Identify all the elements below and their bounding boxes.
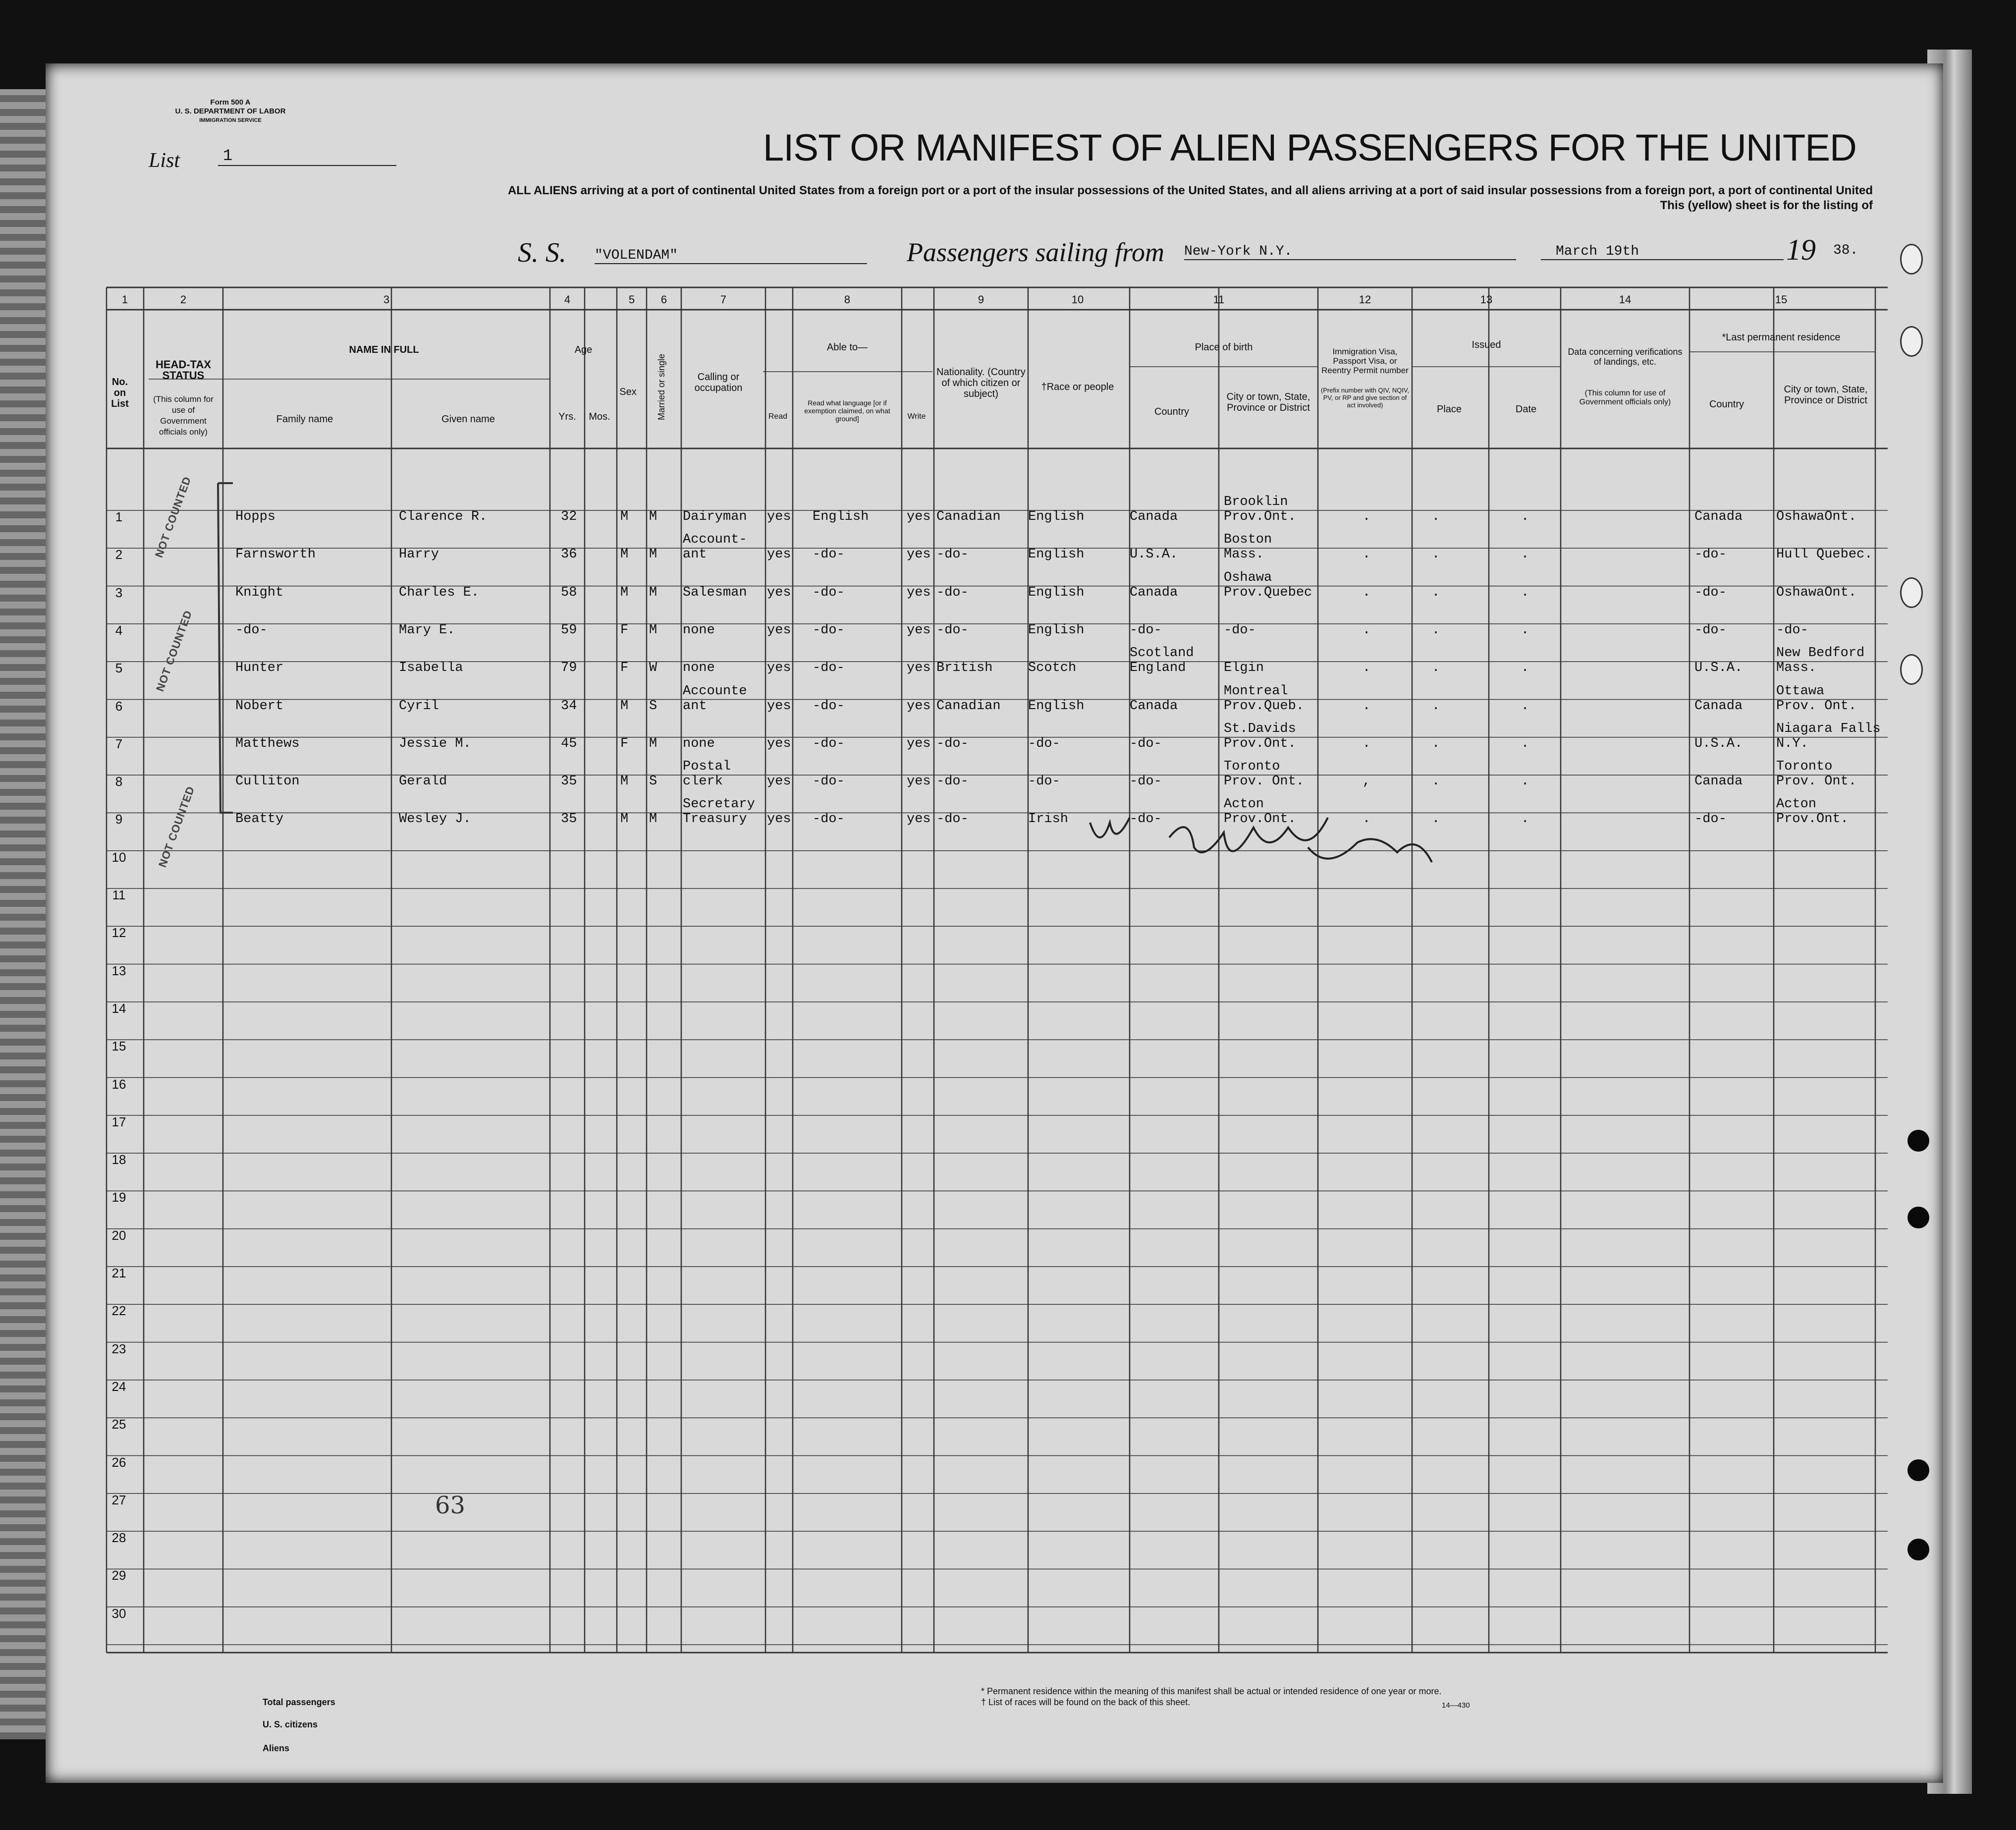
residence-country: -do- bbox=[1694, 622, 1727, 638]
birth-city: Brooklin Prov.Ont. bbox=[1224, 495, 1296, 524]
race: -do- bbox=[1028, 736, 1060, 751]
binder-ring bbox=[1900, 326, 1923, 357]
row-number: 7 bbox=[115, 736, 123, 751]
binder-ring bbox=[1900, 577, 1923, 608]
punch-hole bbox=[1907, 1130, 1929, 1152]
nationality: Canadian bbox=[936, 509, 1001, 524]
header-nationality: Nationality. (Country of which citizen or subject) bbox=[936, 367, 1026, 399]
family-name: Hunter bbox=[235, 661, 284, 676]
marital-status: M bbox=[649, 622, 657, 638]
row-number: 6 bbox=[115, 698, 123, 714]
sex: M bbox=[620, 812, 629, 827]
occupation: Postal clerk bbox=[683, 759, 731, 789]
age: 32 bbox=[561, 509, 577, 524]
ship-name: "VOLENDAM" bbox=[595, 248, 867, 264]
nationality: -do- bbox=[936, 812, 969, 827]
age: 35 bbox=[561, 812, 577, 827]
form-service: IMMIGRATION SERVICE bbox=[199, 117, 262, 123]
column-number: 13 bbox=[1480, 293, 1493, 306]
column-number: 7 bbox=[720, 293, 727, 306]
row-number: 9 bbox=[115, 812, 123, 827]
race: English bbox=[1028, 509, 1085, 524]
header-verifications: Data concerning verifications of landings, etc. bbox=[1568, 347, 1683, 367]
residence-city: Ottawa Prov. Ont. bbox=[1776, 683, 1857, 714]
marital-status: M bbox=[649, 585, 657, 600]
header-issued: Issued bbox=[1471, 339, 1501, 350]
read-language: -do- bbox=[813, 622, 845, 638]
row-number: 22 bbox=[111, 1303, 126, 1319]
write: yes bbox=[907, 622, 931, 638]
footnote-races: † List of races will be found on the back of this sheet. bbox=[981, 1697, 1191, 1707]
family-name: Matthews bbox=[235, 736, 300, 751]
row-number: 24 bbox=[111, 1379, 126, 1394]
issued-date: . bbox=[1521, 812, 1529, 827]
binder-ring bbox=[1900, 244, 1923, 275]
punch-hole bbox=[1907, 1207, 1929, 1228]
given-name: Jessie M. bbox=[399, 736, 471, 751]
occupation: Secretary Treasury bbox=[683, 797, 755, 827]
read: yes bbox=[767, 698, 791, 714]
write: yes bbox=[907, 509, 931, 524]
sex: F bbox=[620, 736, 629, 751]
marital-status: M bbox=[649, 547, 657, 562]
sex: M bbox=[620, 547, 629, 562]
issued-date: . bbox=[1521, 736, 1529, 751]
write: yes bbox=[907, 585, 931, 600]
departure-port: New-York N.Y. bbox=[1184, 244, 1516, 260]
header-issued-date: Date bbox=[1515, 404, 1537, 415]
manifest-title: LIST OR MANIFEST OF ALIEN PASSENGERS FOR THE UNITED bbox=[763, 127, 1856, 169]
header-read-language: Read what language [or if exemption claimed, on what ground] bbox=[804, 399, 890, 423]
birth-country: -do- bbox=[1130, 774, 1162, 789]
row-number: 14 bbox=[111, 1000, 126, 1016]
form-department: U. S. DEPARTMENT OF LABOR bbox=[175, 107, 286, 115]
race: Scotch bbox=[1028, 661, 1077, 676]
header-given-name: Given name bbox=[441, 414, 495, 425]
row-number: 20 bbox=[111, 1227, 126, 1243]
age: 36 bbox=[561, 547, 577, 562]
issued-place: . bbox=[1432, 812, 1440, 827]
row-number: 29 bbox=[111, 1568, 126, 1583]
read-language: English bbox=[813, 509, 869, 524]
read: yes bbox=[767, 661, 791, 676]
footnote-residence: * Permanent residence within the meaning of this manifest shall be actual or intended residence of one year or more. bbox=[981, 1686, 1442, 1696]
punch-hole bbox=[1907, 1459, 1929, 1481]
birth-city: St.Davids Prov.Ont. bbox=[1224, 721, 1296, 751]
residence-city: New Bedford Mass. bbox=[1776, 646, 1865, 676]
birth-country: U.S.A. bbox=[1130, 547, 1178, 562]
row-number: 15 bbox=[111, 1039, 126, 1054]
given-name: Clarence R. bbox=[399, 509, 488, 524]
row-number: 23 bbox=[111, 1341, 126, 1356]
issued-date: . bbox=[1521, 585, 1529, 600]
residence-country: Canada bbox=[1694, 774, 1743, 789]
form-number: Form 500 A bbox=[210, 98, 251, 107]
row-number: 5 bbox=[115, 661, 123, 676]
age: 45 bbox=[561, 736, 577, 751]
issued-place: . bbox=[1432, 622, 1440, 638]
sailing-label: Passengers sailing from bbox=[907, 237, 1165, 267]
header-issued-place: Place bbox=[1436, 404, 1462, 415]
birth-city: Elgin bbox=[1224, 661, 1264, 676]
birth-country: -do- bbox=[1130, 736, 1162, 751]
issued-place: . bbox=[1432, 661, 1440, 676]
family-name: Farnsworth bbox=[235, 547, 316, 562]
header-able-to: Able to— bbox=[826, 342, 868, 353]
given-name: Mary E. bbox=[399, 622, 455, 638]
race: English bbox=[1028, 622, 1085, 638]
residence-city: OshawaOnt. bbox=[1776, 585, 1857, 600]
header-family-name: Family name bbox=[276, 414, 333, 425]
header-married: Married or single bbox=[656, 353, 666, 421]
visa-number: . bbox=[1362, 509, 1371, 524]
given-name: Harry bbox=[399, 547, 439, 562]
birth-city: Boston Mass. bbox=[1224, 532, 1272, 562]
marital-status: W bbox=[649, 661, 657, 676]
race: -do- bbox=[1028, 774, 1060, 789]
visa-number: . bbox=[1362, 812, 1371, 827]
row-number: 13 bbox=[111, 963, 126, 978]
birth-city: Toronto Prov. Ont. bbox=[1224, 759, 1305, 789]
write: yes bbox=[907, 774, 931, 789]
column-number: 10 bbox=[1071, 293, 1084, 306]
column-number: 1 bbox=[121, 293, 128, 306]
sailing-date: March 19th bbox=[1541, 244, 1784, 260]
row-number: 18 bbox=[111, 1152, 126, 1167]
header-head-tax: HEAD-TAX STATUS bbox=[155, 358, 212, 382]
given-name: Gerald bbox=[399, 774, 447, 789]
header-age: Age bbox=[574, 344, 593, 355]
header-no-on-list: No. on List bbox=[111, 377, 129, 409]
header-verifications-note: (This column for use of Government officials only) bbox=[1579, 389, 1671, 406]
column-number: 4 bbox=[564, 293, 571, 306]
header-calling: Calling or occupation bbox=[694, 372, 743, 393]
header-res-country: Country bbox=[1709, 399, 1744, 410]
issued-place: . bbox=[1432, 774, 1440, 789]
residence-country: U.S.A. bbox=[1694, 661, 1743, 676]
column-number: 14 bbox=[1619, 293, 1632, 306]
residence-city: Hull Quebec. bbox=[1776, 547, 1873, 562]
race: English bbox=[1028, 547, 1085, 562]
residence-city: Toronto Prov. Ont. bbox=[1776, 759, 1857, 789]
race: English bbox=[1028, 585, 1085, 600]
row-number: 12 bbox=[111, 925, 126, 941]
row-number: 1 bbox=[115, 509, 123, 524]
visa-number: . bbox=[1362, 585, 1371, 600]
pencil-number: 63 bbox=[435, 1492, 466, 1519]
birth-country: Canada bbox=[1130, 585, 1178, 600]
column-number: 8 bbox=[844, 293, 851, 306]
total-passengers-label: Total passengers bbox=[263, 1697, 335, 1707]
row-number: 19 bbox=[111, 1190, 126, 1205]
visa-number: . bbox=[1362, 661, 1371, 676]
nationality: British bbox=[936, 661, 993, 676]
residence-country: -do- bbox=[1694, 812, 1727, 827]
marital-status: M bbox=[649, 736, 657, 751]
row-number: 21 bbox=[111, 1266, 126, 1280]
list-number: 1 bbox=[218, 147, 396, 166]
read: yes bbox=[767, 812, 791, 827]
birth-country: -do- bbox=[1130, 812, 1162, 827]
header-visa: Immigration Visa, Passport Visa, or Reentry Permit number bbox=[1321, 347, 1409, 375]
visa-number: . bbox=[1362, 736, 1371, 751]
header-visa-note: (Prefix number with QIV, NQIV, PV, or RP and give section of act involved) bbox=[1320, 387, 1410, 409]
header-name-in-full: NAME IN FULL bbox=[349, 344, 419, 355]
row-number: 26 bbox=[111, 1454, 126, 1470]
column-number: 15 bbox=[1775, 293, 1788, 306]
header-head-tax-note: (This column for use of Government officials only) bbox=[153, 394, 214, 437]
given-name: Wesley J. bbox=[399, 812, 471, 827]
write: yes bbox=[907, 698, 931, 714]
read: yes bbox=[767, 736, 791, 751]
ss-label: S. S. bbox=[518, 237, 566, 268]
birth-country: Canada bbox=[1130, 698, 1178, 714]
form-code: 14—430 bbox=[1442, 1701, 1470, 1710]
given-name: Charles E. bbox=[399, 585, 480, 600]
residence-country: -do- bbox=[1694, 585, 1727, 600]
marital-status: M bbox=[649, 812, 657, 827]
binder-ring bbox=[1900, 654, 1923, 685]
nationality: -do- bbox=[936, 774, 969, 789]
residence-city: OshawaOnt. bbox=[1776, 509, 1857, 524]
birth-city: Oshawa Prov.Quebec bbox=[1224, 570, 1312, 600]
issued-place: . bbox=[1432, 547, 1440, 562]
not-counted-stamp: NOT COUNTED bbox=[154, 609, 195, 693]
column-number: 3 bbox=[383, 293, 390, 306]
write: yes bbox=[907, 736, 931, 751]
residence-city: Niagara Falls N.Y. bbox=[1776, 721, 1881, 751]
read-language: -do- bbox=[813, 585, 845, 600]
header-birth-country: Country bbox=[1154, 406, 1190, 417]
visa-number: . bbox=[1362, 698, 1371, 714]
header-yrs: Yrs. bbox=[558, 411, 576, 422]
sex: M bbox=[620, 698, 629, 714]
instructions-line-1: ALL ALIENS arriving at a port of continental United States from a foreign port or a port of the insular possessions of the United States, and all aliens arriving at a port of said insular possessions from a foreign port, a port of continental United bbox=[507, 184, 1873, 197]
not-counted-stamp: NOT COUNTED bbox=[156, 784, 197, 869]
family-name: Knight bbox=[235, 585, 284, 600]
birth-city: -do- bbox=[1224, 622, 1256, 638]
residence-country: Canada bbox=[1694, 509, 1743, 524]
row-number: 3 bbox=[115, 585, 123, 600]
header-place-of-birth: Place of birth bbox=[1195, 342, 1253, 353]
year-prefix: 19 bbox=[1786, 233, 1816, 266]
race: English bbox=[1028, 698, 1085, 714]
row-number: 16 bbox=[111, 1076, 126, 1092]
us-citizens-label: U. S. citizens bbox=[263, 1719, 318, 1729]
header-sex: Sex bbox=[619, 387, 637, 397]
sex: M bbox=[620, 585, 629, 600]
row-number: 17 bbox=[111, 1114, 126, 1129]
visa-number: , bbox=[1362, 774, 1371, 789]
race: Irish bbox=[1028, 812, 1069, 827]
write: yes bbox=[907, 547, 931, 562]
instructions-line-2: This (yellow) sheet is for the listing of bbox=[1660, 199, 1873, 212]
residence-country: Canada bbox=[1694, 698, 1743, 714]
residence-country: U.S.A. bbox=[1694, 736, 1743, 751]
residence-country: -do- bbox=[1694, 547, 1727, 562]
issued-place: . bbox=[1432, 736, 1440, 751]
read-language: -do- bbox=[813, 774, 845, 789]
column-number: 2 bbox=[180, 293, 187, 306]
family-name: Culliton bbox=[235, 774, 300, 789]
issued-date: . bbox=[1521, 774, 1529, 789]
year-suffix: 38. bbox=[1833, 243, 1858, 258]
header-last-residence: *Last permanent residence bbox=[1722, 332, 1841, 343]
row-number: 28 bbox=[111, 1530, 126, 1546]
issued-place: . bbox=[1432, 509, 1440, 524]
row-number: 2 bbox=[115, 547, 123, 562]
family-name: -do- bbox=[235, 622, 268, 638]
birth-country: -do- bbox=[1130, 622, 1162, 638]
occupation: Salesman bbox=[683, 585, 747, 600]
nationality: -do- bbox=[936, 622, 969, 638]
age: 79 bbox=[561, 661, 577, 676]
issued-place: . bbox=[1432, 698, 1440, 714]
row-number: 10 bbox=[111, 849, 126, 865]
read: yes bbox=[767, 547, 791, 562]
issued-date: . bbox=[1521, 698, 1529, 714]
marital-status: S bbox=[649, 774, 657, 789]
write: yes bbox=[907, 661, 931, 676]
sex: F bbox=[620, 622, 629, 638]
punch-hole bbox=[1907, 1539, 1929, 1560]
row-number: 11 bbox=[112, 887, 126, 902]
occupation: Dairyman bbox=[683, 509, 747, 524]
aliens-label: Aliens bbox=[263, 1743, 290, 1753]
column-number: 12 bbox=[1359, 293, 1371, 306]
family-name: Nobert bbox=[235, 698, 284, 714]
issued-date: . bbox=[1521, 509, 1529, 524]
marital-status: S bbox=[649, 698, 657, 714]
column-number: 11 bbox=[1213, 293, 1225, 306]
age: 34 bbox=[561, 698, 577, 714]
sex: F bbox=[620, 661, 629, 676]
row-number: 8 bbox=[115, 774, 123, 789]
read: yes bbox=[767, 509, 791, 524]
issued-date: . bbox=[1521, 622, 1529, 638]
row-number: 27 bbox=[111, 1492, 126, 1507]
row-number: 4 bbox=[115, 622, 123, 638]
header-birth-city: City or town, State, Province or District bbox=[1226, 391, 1310, 413]
row-number: 25 bbox=[111, 1417, 126, 1432]
read-language: -do- bbox=[813, 736, 845, 751]
nationality: -do- bbox=[936, 736, 969, 751]
read: yes bbox=[767, 585, 791, 600]
marital-status: M bbox=[649, 509, 657, 524]
header-race: †Race or people bbox=[1041, 382, 1114, 392]
visa-number: . bbox=[1362, 622, 1371, 638]
given-name: Cyril bbox=[399, 698, 439, 714]
header-read: Read bbox=[768, 412, 788, 421]
residence-city: -do- bbox=[1776, 622, 1808, 638]
given-name: Isabella bbox=[399, 661, 463, 676]
sex: M bbox=[620, 509, 629, 524]
residence-city: Acton Prov.Ont. bbox=[1776, 797, 1849, 827]
occupation: none bbox=[683, 736, 715, 751]
occupation: Account- ant bbox=[683, 532, 747, 562]
occupation: none bbox=[683, 661, 715, 676]
age: 59 bbox=[561, 622, 577, 638]
birth-city: Acton Prov.Ont. bbox=[1224, 797, 1296, 827]
nationality: -do- bbox=[936, 585, 969, 600]
visa-number: . bbox=[1362, 547, 1371, 562]
not-counted-stamp: NOT COUNTED bbox=[153, 475, 194, 559]
header-mos: Mos. bbox=[589, 411, 610, 422]
birth-city: Montreal Prov.Queb. bbox=[1224, 683, 1305, 714]
nationality: -do- bbox=[936, 547, 969, 562]
read-language: -do- bbox=[813, 661, 845, 676]
issued-date: . bbox=[1521, 547, 1529, 562]
read: yes bbox=[767, 774, 791, 789]
age: 35 bbox=[561, 774, 577, 789]
issued-place: . bbox=[1432, 585, 1440, 600]
sex: M bbox=[620, 774, 629, 789]
row-number: 30 bbox=[111, 1606, 126, 1621]
issued-date: . bbox=[1521, 661, 1529, 676]
family-name: Beatty bbox=[235, 812, 284, 827]
read-language: -do- bbox=[813, 812, 845, 827]
birth-country: Scotland England bbox=[1130, 646, 1194, 676]
column-number: 5 bbox=[628, 293, 635, 306]
birth-country: Canada bbox=[1130, 509, 1178, 524]
occupation: none bbox=[683, 622, 715, 638]
nationality: Canadian bbox=[936, 698, 1001, 714]
list-label: List bbox=[149, 149, 180, 172]
read-language: -do- bbox=[813, 547, 845, 562]
read-language: -do- bbox=[813, 698, 845, 714]
header-write: Write bbox=[907, 412, 926, 421]
family-name: Hopps bbox=[235, 509, 276, 524]
column-number: 9 bbox=[978, 293, 984, 306]
write: yes bbox=[907, 812, 931, 827]
occupation: Accounte ant bbox=[683, 683, 747, 714]
read: yes bbox=[767, 622, 791, 638]
age: 58 bbox=[561, 585, 577, 600]
header-res-city: City or town, State, Province or District bbox=[1784, 384, 1868, 406]
column-number: 6 bbox=[660, 293, 667, 306]
